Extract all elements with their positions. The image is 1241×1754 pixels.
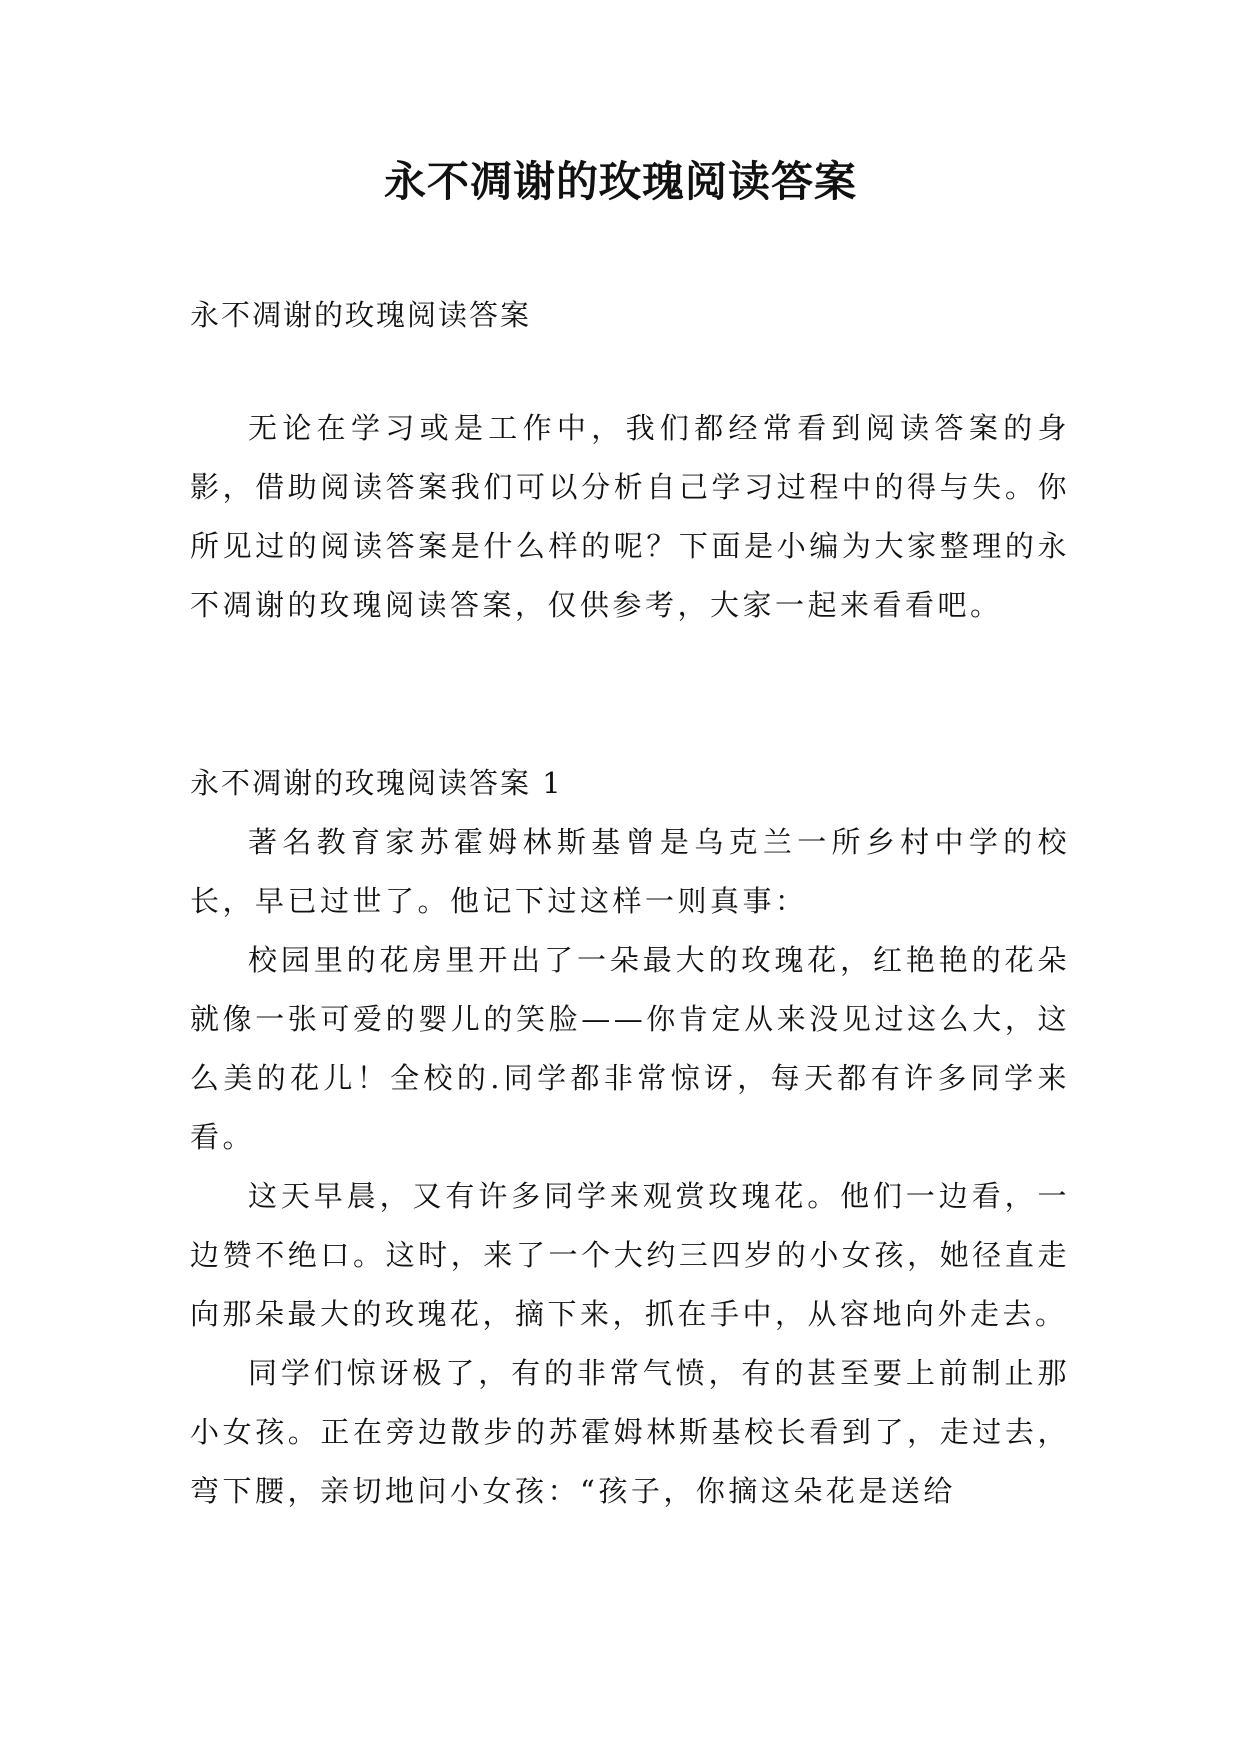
story-paragraph: 同学们惊讶极了，有的非常气愤，有的甚至要上前制止那小女孩。正在旁边散步的苏霍姆林斯基校长看到了，走过去，弯下腰，亲切地问小女孩：“孩子，你摘这朵花是送给 <box>190 1356 1070 1508</box>
document-title: 永不凋谢的玫瑰阅读答案 <box>383 157 857 206</box>
story-paragraph: 校园里的花房里开出了一朵最大的玫瑰花，红艳艳的花朵就像一张可爱的婴儿的笑脸——你肯定从来没见过这么大，这么美的花儿！全校的.同学都非常惊讶，每天都有许多同学来看。 <box>190 943 1070 1154</box>
story-paragraph: 著名教育家苏霍姆林斯基曾是乌克兰一所乡村中学的校长，早已过世了。他记下过这样一则真事： <box>190 825 1070 918</box>
section-1 <box>190 754 1070 1521</box>
document-subtitle: 永不凋谢的玫瑰阅读答案 <box>190 298 532 332</box>
section-heading: 永不凋谢的玫瑰阅读答案 1 <box>190 766 563 800</box>
intro-paragraph: 无论在学习或是工作中，我们都经常看到阅读答案的身影，借助阅读答案我们可以分析自己学习过程中的得与失。你所见过的阅读答案是什么样的呢？下面是小编为大家整理的永不凋谢的玫瑰阅读答案，仅供参考，大家一起来看看吧。 <box>190 411 1070 622</box>
story-paragraph: 这天早晨，又有许多同学来观赏玫瑰花。他们一边看，一边赞不绝口。这时，来了一个大约三四岁的小女孩，她径直走向那朵最大的玫瑰花，摘下来，抓在手中，从容地向外走去。 <box>190 1179 1070 1331</box>
